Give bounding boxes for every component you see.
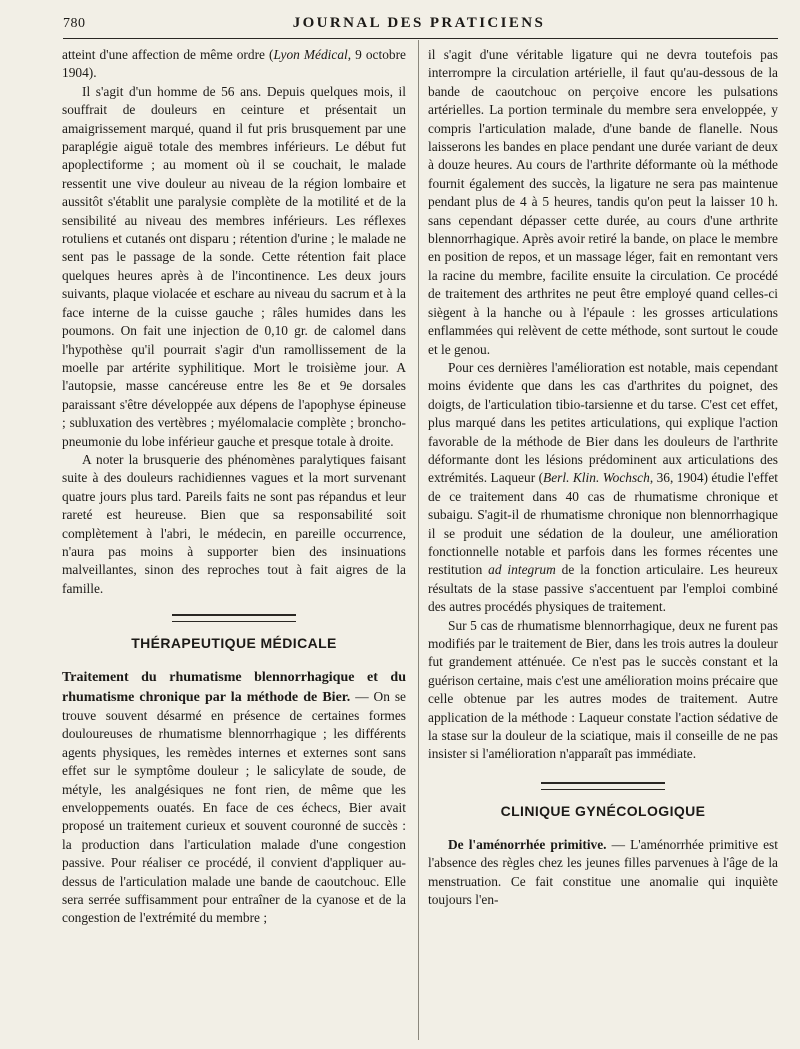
results-latin: ad integrum: [488, 562, 556, 578]
section-heading-clinique: CLINIQUE GYNÉCOLOGIQUE: [500, 802, 706, 819]
section-ornament-rule-2: [541, 782, 665, 790]
intro-date: , 9 octobre 1904).: [62, 47, 406, 81]
remark-paragraph: A noter la brusquerie des phénomènes paralytiques faisant suite à des douleurs rachidiennes vagues et la mort survenant quatre jours plus tard. Pareils faits ne sont pas répandus et leur rareté est heureuse. Bien que sa responsabilité soit complètement à l'abri, le médecin, en pareille occurrence, n'aura pas moins à supporter bien des insinuations malveillantes, sinon des reproches tout à fait aigres de la famille.: [62, 451, 406, 596]
conclusion-paragraph: Sur 5 cas de rhumatisme blennorrhagique, deux ne furent pas modifiés par le traitement de Bier, dans les trois autres la douleur fut grandement atténuée. Ce n'est pas le succès constant et la guérison certaine, mais c'est une amélioration moins précaire que celle obtenue par les autres modes de traitement. Autre application de la méthode : Laqueur constate l'action sédative de la stase sur la douleur de la sciatique, mais il conseille de ne pas insister si l'amélioration n'apparaît pas immédiate.: [428, 617, 778, 762]
article-body-amenorrhee: — L'aménorrhée primitive est l'absence des règles chez les jeunes filles parvenues à l'âge de la menstruation. Ce fait constitue une anomalie qui inquiète toujours l'en-: [428, 836, 778, 908]
article-paragraph-bier: [62, 668, 406, 928]
running-title: JOURNAL DES PRATICIENS: [292, 15, 546, 31]
article-title-amenorrhee: De l'aménorrhée primitive.: [448, 836, 607, 852]
case-paragraph: Il s'agit d'un homme de 56 ans. Depuis quelques mois, il souffrait de douleurs en ceinture et présentait un amaigrissement marqué, quand il fut pris brusquement par une paraplégie aiguë totale des membres inférieurs. Le début fut apoplectiforme ; au moment où il se couchait, le malade ressentit une vive douleur au niveau de la région lombaire et aussitôt s'établit une paralysie complète de la motilité et de la sensibilité au niveau des membres inférieurs. Les réflexes rotuliens et cutanés ont disparu ; rétention d'urine ; le malade ne sent pas le passage de la sonde. Cette rétention fait place quelques heures après à de l'incontinence. Les deux jours suivants, plaque violacée et eschare au niveau du sacrum et à la face interne de la cuisse gauche ; râles humides dans les poumons. On fait une injection de 0,10 gr. de calomel dans l'hypothèse qu'il pourrait s'agir d'un ramollissement de la moelle par artérite syphilitique. Mort le troisième jour. A l'autopsie, masse cancéreuse entre les 8e et 9e dorsales paraissant s'être développée aux dépens de l'apophyse épineuse ; subluxation des vertèbres ; myélomalacie complète ; broncho-pneumonie du lobe inférieur gauche et presque totale à droite.: [62, 83, 406, 449]
continuation-paragraph: il s'agit d'une véritable ligature qui ne devra toutefois pas interrompre la circulation artérielle, il faut qu'au-dessous de la bande de caoutchouc on perçoive encore les pulsations artérielles. La portion terminale du membre sera enveloppée, y compris l'articulation malade, d'une bande de flanelle. Nous laisserons les bandes en place pendant une durée variant de deux à douze heures. Au cours de l'arthrite déformante où la méthode fournit également des succès, la ligature ne sera pas maintenue pendant plus de 4 à 5 heures, tandis qu'on peut la laisser 10 h. sans cependant dépasser cette durée, au cours d'une arthrite blennorrhagique. Après avoir retiré la bande, on place le membre en position de repos, et un massage léger, fait en remontant vers la racine du membre, facilite ensuite la circulation. Ce procédé de traitement des arthrites ne peut être employé quand celles-ci siègent à la hanche ou à l'épaule : les grosses articulations enflammées qui relèvent de cette méthode, sont surtout le coude et le genou.: [428, 47, 778, 357]
intro-text: atteint d'une affection de même ordre (: [62, 47, 274, 62]
article-body-bier: — On se trouve souvent désarmé en présence de certaines formes douloureuses de rhumatisme blennorrhagique ; les différents agents physiques, les remèdes internes et externes sont sans effet sur le symptôme douleur ; le salicylate de soude, de métyle, les analgésiques ne font rien, de même que les enveloppements ouatés. En face de ces échecs, Bier avait proposé un traitement curieux et souvent couronné de succès : la production dans l'articulation malade d'une congestion passive. Pour réaliser ce procédé, il convient d'appliquer au-dessus de l'articulation malade une bande de caoutchouc. Elle sera serrée suffisamment pour entraîner de la cyanose et de la congestion de l'extrémité du membre ;: [62, 688, 407, 926]
page-header: [63, 14, 775, 36]
section-heading-therapeutique: THÉRAPEUTIQUE MÉDICALE: [131, 635, 337, 652]
results-text-2: , 36, 1904) étudie l'effet de ce traitement dans 40 cas de rhumatisme chronique et subaigu. S'agit-il de rhumatisme chronique non blennorrhagique il se produit une sédation de la douleur, une amélioration fonctionnelle notable et parfois dans les formes récentes une restitution: [428, 470, 778, 578]
column-divider: [418, 40, 419, 1040]
intro-paragraph: [62, 46, 406, 83]
results-text-3: de la fonction articulaire. Les heureux résultats de la stase passive s'accentuent par l'emploi combiné des autres procédés physiques de traitement.: [428, 562, 778, 615]
article-title-bier: Traitement du rhumatisme blennorrhagique et du rhumatisme chronique par la méthode de Bier.: [62, 670, 406, 705]
article-paragraph-amenorrhee: [428, 836, 778, 910]
results-paragraph: [428, 359, 778, 617]
results-source: Berl. Klin. Wochsch: [543, 470, 650, 486]
section-ornament-rule: [172, 614, 296, 622]
page-number: 780: [63, 16, 86, 31]
right-column: [428, 46, 778, 909]
left-column: [62, 46, 406, 928]
header-rule: [63, 38, 778, 39]
results-text-1: Pour ces dernières l'amélioration est notable, mais cependant moins évidente que dans les cas d'arthrites du poignet, des doigts, de l'articulation tibio-tarsienne et du tarse. C'est cet effet, plus marqué dans les petites articulations, qui explique l'action favorable de la méthode de Bier dans les douleurs de l'arthrite déformante dont les lésions prédominent aux articulations des extrémités. Laqueur (: [428, 359, 778, 486]
intro-source: Lyon Médical: [273, 47, 348, 62]
